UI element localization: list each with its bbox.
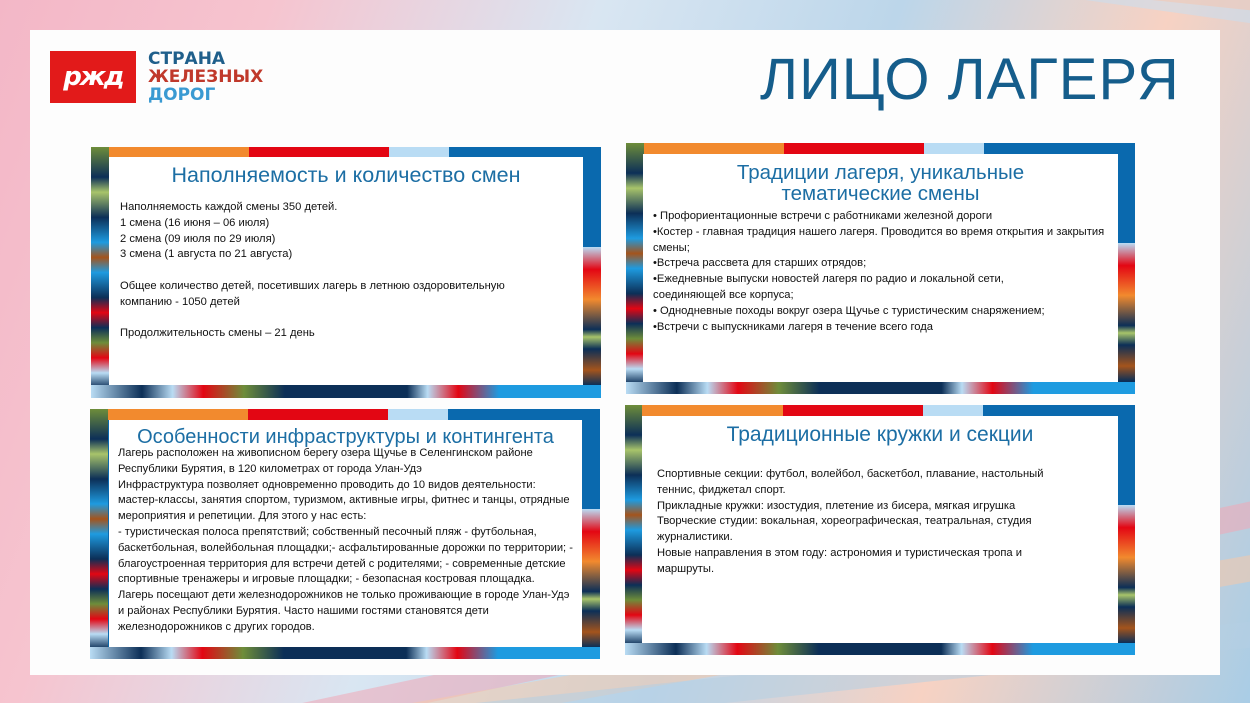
tradition-item: • Однодневные походы вокруг озера Щучье с туристическим снаряжением; [653,304,1045,317]
page-title: ЛИЦО ЛАГЕРЯ [760,47,1180,112]
infrastructure-paragraph: Инфраструктура позволяет одновременно проводить до 10 видов деятельности: мастер-классы, занятия спортом, туризмом, активные игры, фитнес и танцы, отрядные мероприятия и репетиции. Для этого у нас есть: [118,478,570,523]
logo-slogan [148,50,263,104]
card-heading-line-2: тематические смены [781,182,980,205]
clubs-paragraph: Творческие студии: вокальная, хореографическая, театральная, студия журналистики. [657,515,1032,544]
logo-line-2: ЖЕЛЕЗНЫХ [148,67,264,87]
rzd-logo-mark [50,51,136,103]
logo-line-3: ДОРОГ [148,85,216,105]
card-heading: Традиционные кружки и секции [726,423,1034,446]
tradition-item: •Встреча рассвета для старших отрядов; [653,257,867,270]
tradition-item: •Костер - главная традиция нашего лагеря. Проводится во время открытия и закрытия смены; [653,225,1105,254]
rzd-logo [50,50,263,104]
tradition-item: •Ежедневные выпуски новостей лагеря по радио и локальной сети, соединяющей все корпуса; [653,273,1004,301]
clubs-paragraph: Спортивные секции: футбол, волейбол, баскетбол, плавание, настольный теннис, фиджетал спорт. [657,468,1044,496]
card-traditions [626,143,1135,394]
card-clubs [625,405,1135,655]
card-heading [643,162,1118,204]
card-heading: Наполняемость и количество смен [171,163,521,187]
clubs-paragraph: Прикладные кружки: изостудия, плетение из бисера, мягкая игрушка [657,499,1016,512]
capacity-line: 2 смена (09 июля по 29 июля) [120,232,276,245]
tradition-item: • Профориентационные встречи с работниками железной дороги [653,210,993,222]
rzd-logo-glyph: ржд [63,62,123,92]
logo-line-1: СТРАНА [148,49,226,69]
infrastructure-paragraph: Лагерь расположен на живописном берегу озера Щучье в Селенгинском районе Республики Бурятия, в 120 километрах от города Улан-Удэ [118,447,533,475]
tradition-item: •Встречи с выпускниками лагеря в течение всего года [653,320,934,333]
card-heading: Особенности инфраструктуры и контингента [137,426,554,448]
clubs-paragraph: Новые направления в этом году: астрономия и туристическая тропа и маршруты. [657,546,1023,575]
card-capacity [91,147,601,398]
capacity-line: Продолжительность смены – 21 день [120,327,315,340]
capacity-line: 3 смена (1 августа по 21 августа) [120,248,293,261]
card-heading-line-1: Традиции лагеря, уникальные [736,161,1025,184]
capacity-line: Наполняемость каждой смены 350 детей. [120,201,338,213]
capacity-line: 1 смена (16 июня – 06 июля) [120,216,270,229]
infrastructure-paragraph: - туристическая полоса препятствий; собственный песочный пляж - футбольная, баскетбольная, волейбольная площадки;- асфальтированные дорожки по территории; - благоустроенная территория для встречи детей с родителями; - современные детские спортивные тренажеры и игровые площадки; - безопасная костровая площадка. [118,525,573,586]
card-infrastructure [90,409,600,659]
infrastructure-paragraph: Лагерь посещают дети железнодорожников не только проживающие в городе Улан-Удэ и районах Республики Бурятия. Часто нашими гостями становятся дети железнодорожников с других городов. [118,589,570,633]
capacity-line: Общее количество детей, посетивших лагерь в летнюю оздоровительную компанию - 1050 детей [120,279,505,308]
